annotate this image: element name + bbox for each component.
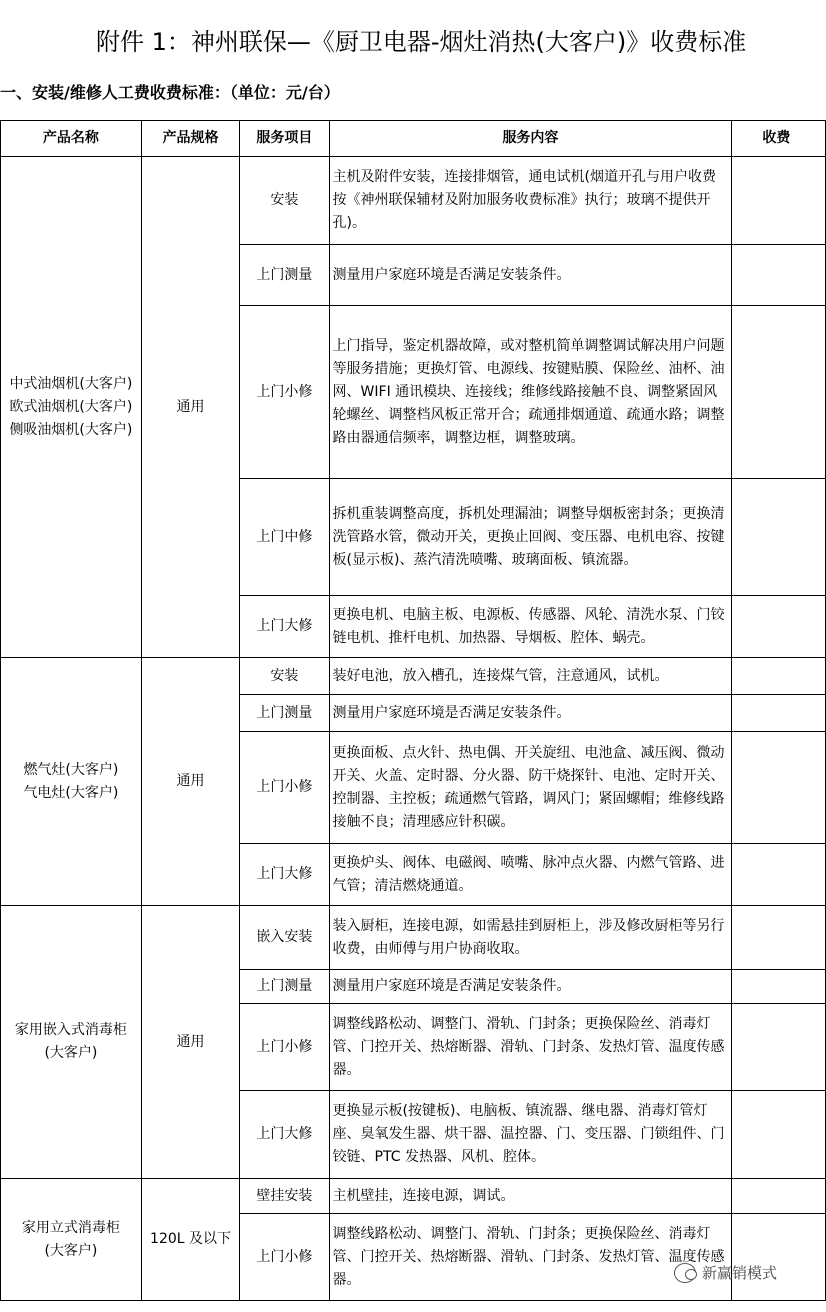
service-content-cell: 更换面板、点火针、热电偶、开关旋纽、电池盒、减压阀、微动开关、火盖、定时器、分火器、防干烧探针、电池、定时开关、控制器、主控板；疏通燃气管路，调风门；紧固螺帽；维修线路接触不良；清理感应针积碳。 <box>329 732 732 844</box>
table-row <box>1 906 826 970</box>
service-content-cell: 测量用户家庭环境是否满足安装条件。 <box>329 695 732 732</box>
product-spec-cell: 通用 <box>141 906 239 1179</box>
fee-cell <box>732 1214 826 1301</box>
fee-cell <box>732 479 826 596</box>
service-item-cell: 上门测量 <box>240 970 329 1004</box>
service-item-cell: 安装 <box>240 157 329 245</box>
header-product-name: 产品名称 <box>1 121 142 157</box>
product-name-line: (大客户) <box>44 1242 98 1259</box>
fee-cell <box>732 1179 826 1214</box>
service-content-cell: 更换显示板(按键板)、电脑板、镇流器、继电器、消毒灯管灯座、臭氧发生器、烘干器、温控器、门、变压器、门锁组件、门铰链、PTC 发热器、风机、腔体。 <box>329 1091 732 1179</box>
service-item-cell: 上门小修 <box>240 306 329 479</box>
wechat-icon <box>674 1263 696 1283</box>
fee-cell <box>732 658 826 695</box>
fee-table <box>0 120 826 1301</box>
service-content-cell: 主机及附件安装，连接排烟管，通电试机(烟道开孔与用户收费按《神州联保辅材及附加服务收费标准》执行；玻璃不提供开孔)。 <box>329 157 732 245</box>
service-content-cell: 调整线路松动、调整门、滑轨、门封条；更换保险丝、消毒灯管、门控开关、热熔断器、滑轨、门封条、发热灯管、温度传感器。 <box>329 1004 732 1091</box>
service-item-cell: 上门测量 <box>240 695 329 732</box>
header-service-content: 服务内容 <box>329 121 732 157</box>
product-name-line: 家用立式消毒柜 <box>21 1219 120 1236</box>
service-content-cell: 主机壁挂，连接电源，调试。 <box>329 1179 732 1214</box>
service-content-cell: 调整线路松动、调整门、滑轨、门封条；更换保险丝、消毒灯管、门控开关、热熔断器、滑轨、门封条、发热灯管、温度传感器。 <box>329 1214 732 1301</box>
product-name-line: 气电灶(大客户) <box>23 784 119 801</box>
section-heading: 一、安装/维修人工费收费标准：（单位：元/台） <box>0 83 340 102</box>
product-name-cell <box>1 1179 142 1301</box>
product-spec-cell: 120L 及以下 <box>141 1179 239 1301</box>
service-content-cell: 更换炉头、阀体、电磁阀、喷嘴、脉冲点火器、内燃气管路、进气管；清洁燃烧通道。 <box>329 844 732 906</box>
table-row <box>1 157 826 245</box>
fee-cell <box>732 1091 826 1179</box>
service-item-cell: 安装 <box>240 658 329 695</box>
fee-cell <box>732 844 826 906</box>
service-content-cell: 装入厨柜，连接电源，如需悬挂到厨柜上，涉及修改厨柜等另行收费，由师傅与用户协商收取。 <box>329 906 732 970</box>
service-content-cell: 更换电机、电脑主板、电源板、传感器、风轮、清洗水泵、门铰链电机、推杆电机、加热器、导烟板、腔体、蜗壳。 <box>329 596 732 658</box>
table-row <box>1 1179 826 1214</box>
service-content-cell: 拆机重装调整高度，拆机处理漏油；调整导烟板密封条；更换清洗管路水管，微动开关，更换止回阀、变压器、电机电容、按键板(显示板)、蒸汽清洗喷嘴、玻璃面板、镇流器。 <box>329 479 732 596</box>
product-name-line: 燃气灶(大客户) <box>23 761 119 778</box>
service-item-cell: 上门大修 <box>240 1091 329 1179</box>
fee-cell <box>732 1004 826 1091</box>
product-name-line: (大客户) <box>44 1045 98 1061</box>
fee-cell <box>732 245 826 306</box>
product-name-cell <box>1 157 142 658</box>
service-item-cell: 上门小修 <box>240 1004 329 1091</box>
service-item-cell: 上门小修 <box>240 1214 329 1301</box>
product-name-cell <box>1 658 142 906</box>
fee-cell <box>732 695 826 732</box>
service-item-cell: 上门中修 <box>240 479 329 596</box>
fee-cell <box>732 906 826 970</box>
product-name-line: 欧式油烟机(大客户) <box>9 398 133 415</box>
service-item-cell: 上门大修 <box>240 596 329 658</box>
fee-cell <box>732 306 826 479</box>
watermark <box>674 1262 777 1283</box>
service-item-cell: 上门测量 <box>240 245 329 306</box>
product-spec-cell: 通用 <box>141 658 239 906</box>
product-name-cell <box>1 906 142 1179</box>
fee-cell <box>732 596 826 658</box>
header-service-item: 服务项目 <box>240 121 329 157</box>
header-fee: 收费 <box>732 121 826 157</box>
product-name-line: 侧吸油烟机(大客户) <box>9 421 133 438</box>
header-product-spec: 产品规格 <box>141 121 239 157</box>
service-item-cell: 上门小修 <box>240 732 329 844</box>
document-title: 附件 1：神州联保—《厨卫电器-烟灶消热(大客户)》收费标准 <box>96 28 747 56</box>
service-content-cell: 上门指导，鉴定机器故障，或对整机简单调整调试解决用户问题等服务措施；更换灯管、电源线、按键贴膜、保险丝、油杯、油网、WIFI 通讯模块、连接线；维修线路接触不良、调整紧固风轮螺丝、调整档风板正常开合；疏通排烟通道、疏通水路；调整路由器通信频率，调整边框，调整玻璃。 <box>329 306 732 479</box>
service-item-cell: 嵌入安装 <box>240 906 329 970</box>
service-content-cell: 测量用户家庭环境是否满足安装条件。 <box>329 970 732 1004</box>
service-item-cell: 壁挂安装 <box>240 1179 329 1214</box>
service-item-cell: 上门大修 <box>240 844 329 906</box>
watermark-text: 新赢销模式 <box>702 1264 778 1282</box>
table-row <box>1 658 826 695</box>
fee-cell <box>732 157 826 245</box>
product-name-line: 中式油烟机(大客户) <box>9 375 133 392</box>
fee-cell <box>732 970 826 1004</box>
product-name-line: 家用嵌入式消毒柜 <box>14 1022 127 1038</box>
header-row <box>1 121 826 157</box>
service-content-cell: 装好电池，放入槽孔，连接煤气管，注意通风，试机。 <box>329 658 732 695</box>
fee-cell <box>732 732 826 844</box>
product-spec-cell: 通用 <box>141 157 239 658</box>
service-content-cell: 测量用户家庭环境是否满足安装条件。 <box>329 245 732 306</box>
